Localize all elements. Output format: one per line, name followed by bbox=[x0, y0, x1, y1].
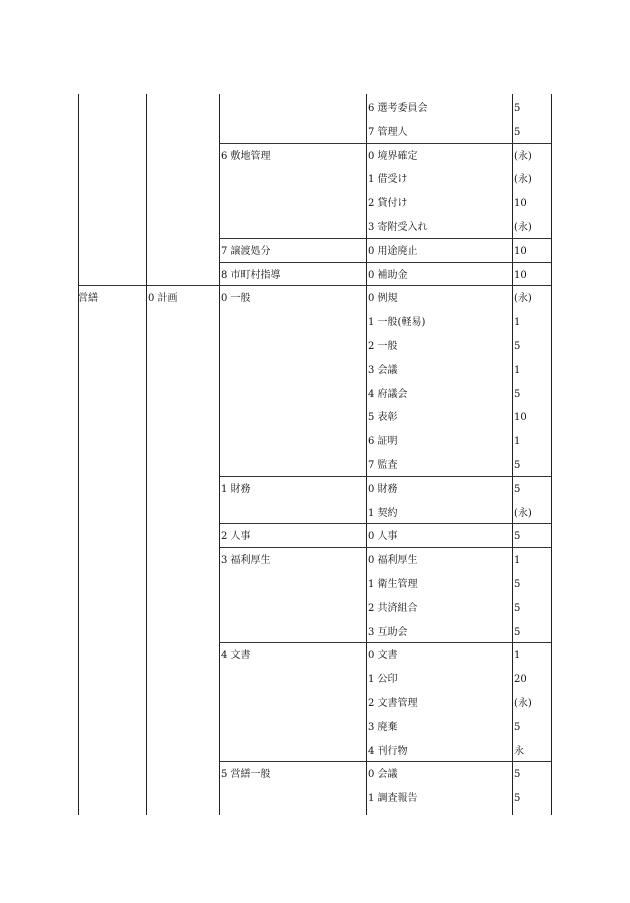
item-cell: 0 文書 bbox=[368, 650, 398, 662]
item-cell: 6 証明 bbox=[368, 436, 398, 448]
item-cell: 0 境界確定 bbox=[368, 150, 418, 162]
retention-cell: 5 bbox=[514, 579, 521, 590]
retention-cell: (永) bbox=[514, 222, 532, 233]
item-cell: 2 共済組合 bbox=[368, 602, 418, 614]
retention-cell: 永 bbox=[514, 745, 524, 757]
item-cell: 4 府議会 bbox=[368, 388, 408, 400]
row-divider bbox=[219, 642, 551, 643]
column-divider bbox=[146, 94, 147, 815]
retention-cell: (永) bbox=[514, 174, 532, 186]
column-divider bbox=[78, 94, 79, 815]
retention-cell: 1 bbox=[514, 364, 521, 376]
item-cell: 0 福利厚生 bbox=[368, 555, 418, 567]
item-cell: 1 衛生管理 bbox=[368, 579, 418, 590]
retention-cell: (永) bbox=[514, 698, 532, 709]
item-cell: 1 借受け bbox=[368, 174, 408, 186]
column-divider bbox=[512, 94, 513, 815]
subcategory-cell: 7 譲渡処分 bbox=[221, 245, 271, 257]
retention-cell: 10 bbox=[514, 245, 527, 257]
retention-cell: 5 bbox=[514, 341, 521, 352]
retention-cell: 10 bbox=[514, 269, 527, 281]
item-cell: 0 財務 bbox=[368, 483, 398, 495]
retention-cell: 5 bbox=[514, 388, 521, 400]
item-cell: 2 一般 bbox=[368, 341, 398, 352]
item-cell: 3 会議 bbox=[368, 364, 398, 376]
column-divider bbox=[551, 94, 552, 815]
row-divider bbox=[78, 285, 551, 286]
subcategory-cell: 8 市町村指導 bbox=[221, 269, 281, 281]
retention-cell: 1 bbox=[514, 555, 521, 567]
item-cell: 1 契約 bbox=[368, 507, 398, 519]
retention-cell: 5 bbox=[514, 460, 521, 471]
retention-cell: (永) bbox=[514, 293, 532, 305]
retention-cell: 10 bbox=[514, 412, 527, 424]
item-cell: 4 刊行物 bbox=[368, 745, 408, 757]
retention-cell: 10 bbox=[514, 198, 527, 210]
subcategory-cell: 5 営繕一般 bbox=[221, 769, 271, 781]
item-cell: 2 文書管理 bbox=[368, 698, 418, 709]
row-divider bbox=[219, 262, 551, 263]
item-cell: 3 互助会 bbox=[368, 626, 408, 638]
item-cell: 0 例規 bbox=[368, 293, 398, 305]
retention-cell: (永) bbox=[514, 507, 532, 519]
subcategory-cell: 4 文書 bbox=[221, 650, 251, 662]
retention-cell: 1 bbox=[514, 650, 521, 662]
column-divider bbox=[219, 94, 220, 815]
retention-cell: 5 bbox=[514, 126, 521, 138]
item-cell: 6 選考委員会 bbox=[368, 103, 428, 114]
item-cell: 2 貸付け bbox=[368, 198, 408, 210]
item-cell: 5 表彰 bbox=[368, 412, 398, 424]
item-cell: 1 調査報告 bbox=[368, 793, 418, 805]
column-divider bbox=[366, 94, 367, 815]
row-divider bbox=[219, 523, 551, 524]
item-cell: 0 会議 bbox=[368, 769, 398, 781]
retention-cell: 5 bbox=[514, 721, 521, 733]
retention-cell: (永) bbox=[514, 150, 532, 162]
retention-cell: 1 bbox=[514, 317, 521, 329]
item-cell: 1 公印 bbox=[368, 674, 398, 686]
retention-cell: 20 bbox=[514, 674, 527, 686]
row-divider bbox=[219, 476, 551, 477]
item-cell: 3 寄附受入れ bbox=[368, 222, 428, 233]
row-divider bbox=[219, 143, 551, 144]
retention-cell: 5 bbox=[514, 793, 521, 805]
retention-cell: 5 bbox=[514, 531, 521, 543]
subcategory-cell: 1 財務 bbox=[221, 483, 251, 495]
retention-cell: 5 bbox=[514, 483, 521, 495]
category-cell: 0 計画 bbox=[148, 293, 178, 305]
division-cell: 営繕 bbox=[78, 293, 98, 305]
row-divider bbox=[219, 238, 551, 239]
row-divider bbox=[219, 547, 551, 548]
item-cell: 0 用途廃止 bbox=[368, 245, 418, 257]
retention-cell: 5 bbox=[514, 626, 521, 638]
item-cell: 1 一般(軽易) bbox=[368, 317, 426, 329]
item-cell: 7 管理人 bbox=[368, 126, 408, 138]
row-divider bbox=[219, 761, 551, 762]
retention-cell: 5 bbox=[514, 103, 521, 114]
retention-cell: 1 bbox=[514, 436, 521, 448]
retention-cell: 5 bbox=[514, 769, 521, 781]
retention-cell: 5 bbox=[514, 602, 521, 614]
item-cell: 7 監査 bbox=[368, 460, 398, 471]
subcategory-cell: 0 一般 bbox=[221, 293, 251, 305]
subcategory-cell: 3 福利厚生 bbox=[221, 555, 271, 567]
item-cell: 0 補助金 bbox=[368, 269, 408, 281]
subcategory-cell: 2 人事 bbox=[221, 531, 251, 543]
item-cell: 3 廃棄 bbox=[368, 721, 398, 733]
subcategory-cell: 6 敷地管理 bbox=[221, 150, 271, 162]
item-cell: 0 人事 bbox=[368, 531, 398, 543]
